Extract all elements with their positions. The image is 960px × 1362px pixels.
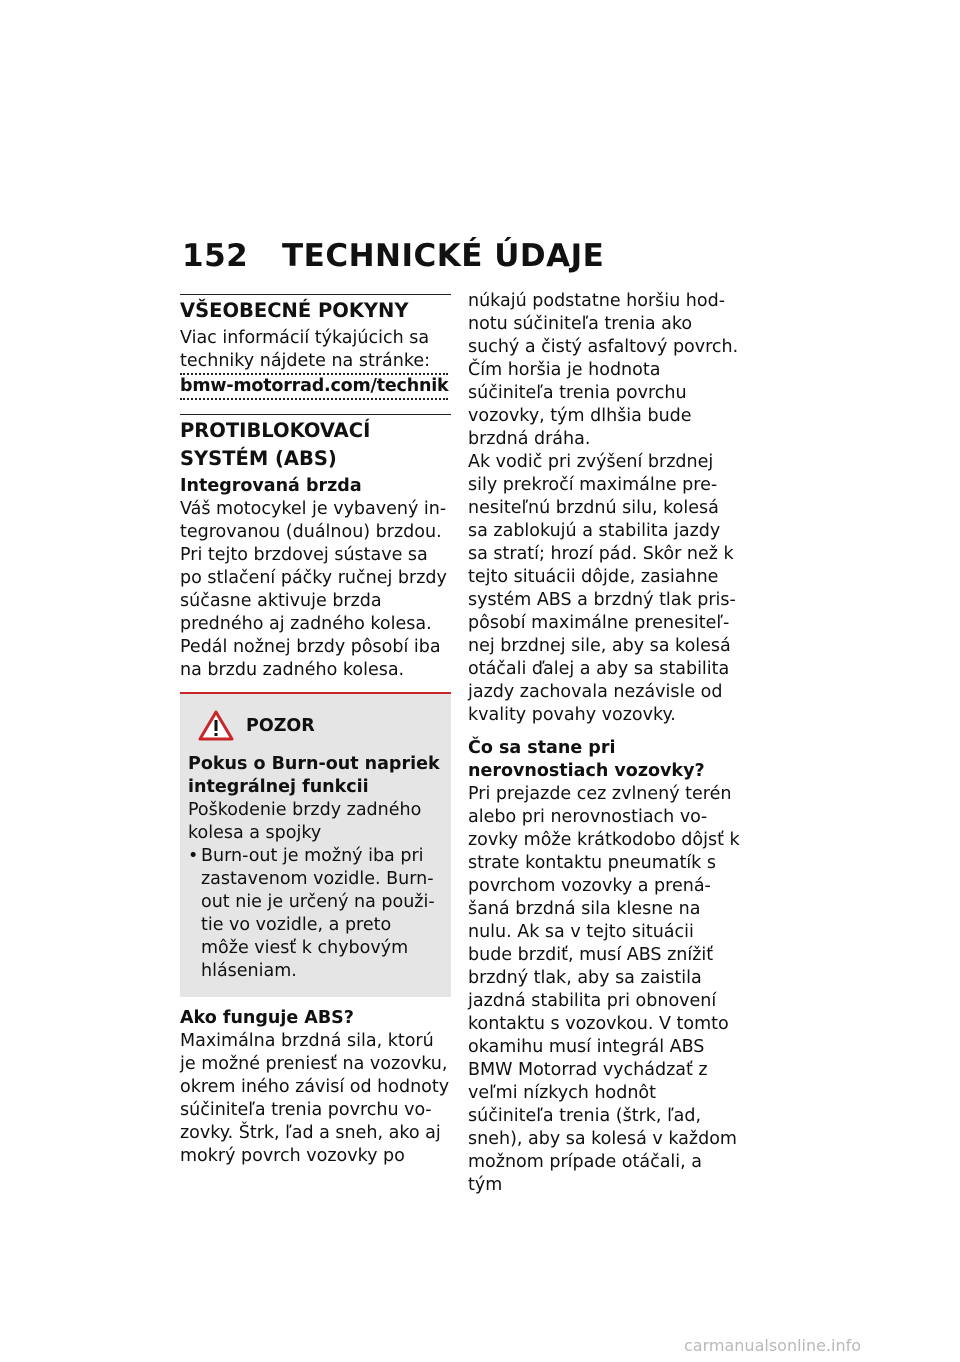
warning-header <box>198 710 443 741</box>
right-column <box>468 290 740 1197</box>
section-title-abs: PROTIBLOKOVACÍ SYSTÉM (ABS) <box>180 419 371 470</box>
uneven-road-text: Pri prejazde cez zvlnený terén alebo pri nerovnostiach vozovky môže krátkodobo dôjsť k strate kontaktu pneumatík s povrchom vozovky a prenášaná brzdná sila klesne na nulu. Ak sa v tejto situácii bude brzdiť, musí ABS znížiť brzdný tlak, aby sa zaistila jazdná stabilita pri obnovení kontaktu s vozovkou. V tomto okamihu musí integrál ABS BMW Motorrad vychádzať z veľmi nízkych hodnôt súčiniteľa trenia (štrk, ľad, sneh), aby sa kolesá v každom možnom prípade otáčali, a tým <box>468 784 740 1195</box>
section-divider <box>180 294 451 295</box>
site-watermark: carmanualsonline.info <box>684 1336 862 1355</box>
warning-triangle-icon <box>198 710 234 741</box>
how-abs-works-text: Maximálna brzdná sila, ktorú je možné preniesť na vozovku, okrem iného závisí od hodnoty súčiniteľa trenia povrchu vozovky. Štrk, ľad a sneh, ako aj mokrý povrch vozovky po <box>180 1031 450 1166</box>
warning-label: POZOR <box>246 715 315 736</box>
warning-box <box>180 692 451 997</box>
warning-text: Poškodenie brzdy zadného kolesa a spojky <box>188 800 422 843</box>
technik-link[interactable]: bmw-motorrad.com/technik <box>180 373 448 400</box>
subtitle-how-abs-works: Ako funguje ABS? <box>180 1008 354 1028</box>
right-paragraph-1: núkajú podstatne horšiu hodnotu súčiniteľa trenia ako suchý a čistý asfaltový povrch. Čím horšia je hodnota súčiniteľa trenia povrchu vozovky, tým dlhšia bude brzdná dráha. <box>468 291 739 449</box>
page-number: 152 <box>182 238 249 274</box>
warning-title: Pokus o Burn-out napriek integrálnej funkcii <box>188 754 440 797</box>
warning-bullets <box>188 845 443 983</box>
integral-brake-text: Váš motocykel je vybavený integrovanou (duálnou) brzdou. Pri tejto brzdovej sústave sa po stlačení páčky ručnej brzdy súčasne aktivuje brzda predného aj zadného kolesa. Pedál nožnej brzdy pôsobí iba na brzdu zadného kolesa. <box>180 499 447 680</box>
warning-bullet-item: • Burn-out je možný iba pri zastavenom vozidle. Burn-out nie je určený na použitie vo vozidle, a preto môže viesť k chybovým hláseniam. <box>188 845 443 983</box>
subtitle-uneven-road: Čo sa stane pri nerovnostiach vozovky? <box>468 738 705 781</box>
page-title: TECHNICKÉ ÚDAJE <box>282 238 605 274</box>
page-header <box>182 238 604 274</box>
left-column <box>180 294 451 1168</box>
section-divider <box>180 414 451 415</box>
right-paragraph-2: Ak vodič pri zvýšení brzdnej sily prekročí maximálne prenesiteľnú brzdnú silu, kolesá sa zablokujú a stabilita jazdy sa stratí; hrozí pád. Skôr než k tejto situácii dôjde, zasiahne systém ABS a brzdný tlak prispôsobí maximálne prenesiteľnej brzdnej sile, aby sa kolesá otáčali ďalej a aby sa stabilita jazdy zachovala nezávisle od kvality povahy vozovky. <box>468 452 736 725</box>
section-title-general: VŠEOBECNÉ POKYNY <box>180 299 409 322</box>
general-text: Viac informácií týkajúcich sa techniky nájdete na stránke: <box>180 328 431 371</box>
subtitle-integral-brake: Integrovaná brzda <box>180 476 362 496</box>
